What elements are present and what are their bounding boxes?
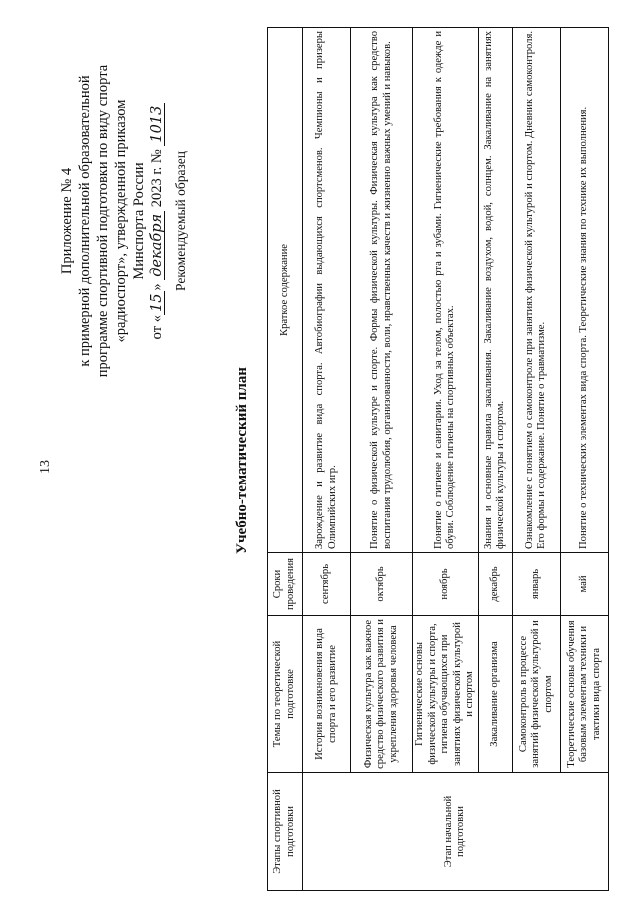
topic-cell: Самоконтроль в процессе занятий физической культурой и спортом: [512, 616, 560, 773]
appendix-line-2: программе спортивной подготовки по виду спорта: [95, 64, 111, 378]
term-cell: январь: [512, 553, 560, 616]
term-cell: ноябрь: [413, 553, 479, 616]
header-stage: Этапы спортивной подготовки: [268, 773, 303, 891]
term-cell: октябрь: [351, 553, 413, 616]
order-mid: »: [149, 283, 165, 291]
topic-cell: Физическая культура как важное средство физического развития и укрепления здоровья человека: [351, 616, 413, 773]
recommended-sample: Рекомендуемый образец: [173, 151, 188, 292]
page-number: 13: [38, 460, 53, 474]
topic-cell: Теоретические основы обучения базовым элементам техники и тактики вида спорта: [560, 616, 608, 773]
table-header-row: [268, 28, 303, 891]
table-row: [512, 28, 560, 891]
order-month: декабря: [150, 211, 165, 280]
order-prefix: от «: [149, 315, 165, 340]
content-cell: Понятие о гигиене и санитарии. Уход за телом, полостью рта и зубами. Гигиенические требования к одежде и обуви. Соблюдение гигиены на спортивных объектах.: [413, 28, 479, 553]
stage-cell: Этап начальной подготовки: [303, 773, 609, 891]
content-cell: Понятие о технических элементах вида спорта. Теоретические знания по технике их выполнения.: [560, 28, 608, 553]
table-row: [303, 28, 351, 891]
table-row: [351, 28, 413, 891]
topic-cell: Закаливание организма: [478, 616, 512, 773]
content-cell: Понятие о физической культуре и спорте. Формы физической культуры. Физическая культура как средство воспитания трудолюбия, организованности, воли, нравственных качеств и жизненно важных умений и навыков.: [351, 28, 413, 553]
header-term: Сроки проведения: [268, 553, 303, 616]
appendix-line-3: «радиоспорт», утвержденной приказом: [113, 99, 129, 343]
appendix-line-4: Минспорта России: [131, 162, 147, 280]
topic-cell: История возникновения вида спорта и его развитие: [303, 616, 351, 773]
appendix-title: Приложение № 4: [59, 167, 75, 275]
term-cell: сентябрь: [303, 553, 351, 616]
appendix-header: [58, 21, 190, 421]
table-row: [560, 28, 608, 891]
table-row: [413, 28, 479, 891]
plan-title: Учебно-тематический план: [234, 367, 250, 554]
topic-cell: Гигиенические основы физической культуры и спорта, гигиена обучающихся при занятиях физической культурой и спортом: [413, 616, 479, 773]
order-number: 1013: [150, 103, 165, 146]
term-cell: декабрь: [478, 553, 512, 616]
appendix-line-1: к примерной дополнительной образовательной: [77, 75, 93, 367]
plan-table: [267, 27, 609, 891]
content-cell: Зарождение и развитие вида спорта. Автобиографии выдающихся спортсменов. Чемпионы и призеры Олимпийских игр.: [303, 28, 351, 553]
content-cell: Знания и основные правила закаливания. Закаливание воздухом, водой, солнцем. Закаливание на занятиях физической культуры и спортом.: [478, 28, 512, 553]
order-day: 15: [150, 291, 165, 315]
order-line: [148, 21, 166, 421]
table-row: [478, 28, 512, 891]
header-content: Краткое содержание: [268, 28, 303, 553]
order-year: 2023 г. №: [149, 149, 165, 208]
content-cell: Ознакомление с понятием о самоконтроле при занятиях физической культурой и спортом. Дневник самоконтроля. Его формы и содержание. Понятие о травматизме.: [512, 28, 560, 553]
term-cell: май: [560, 553, 608, 616]
header-topic: Темы по теоретической подготовке: [268, 616, 303, 773]
